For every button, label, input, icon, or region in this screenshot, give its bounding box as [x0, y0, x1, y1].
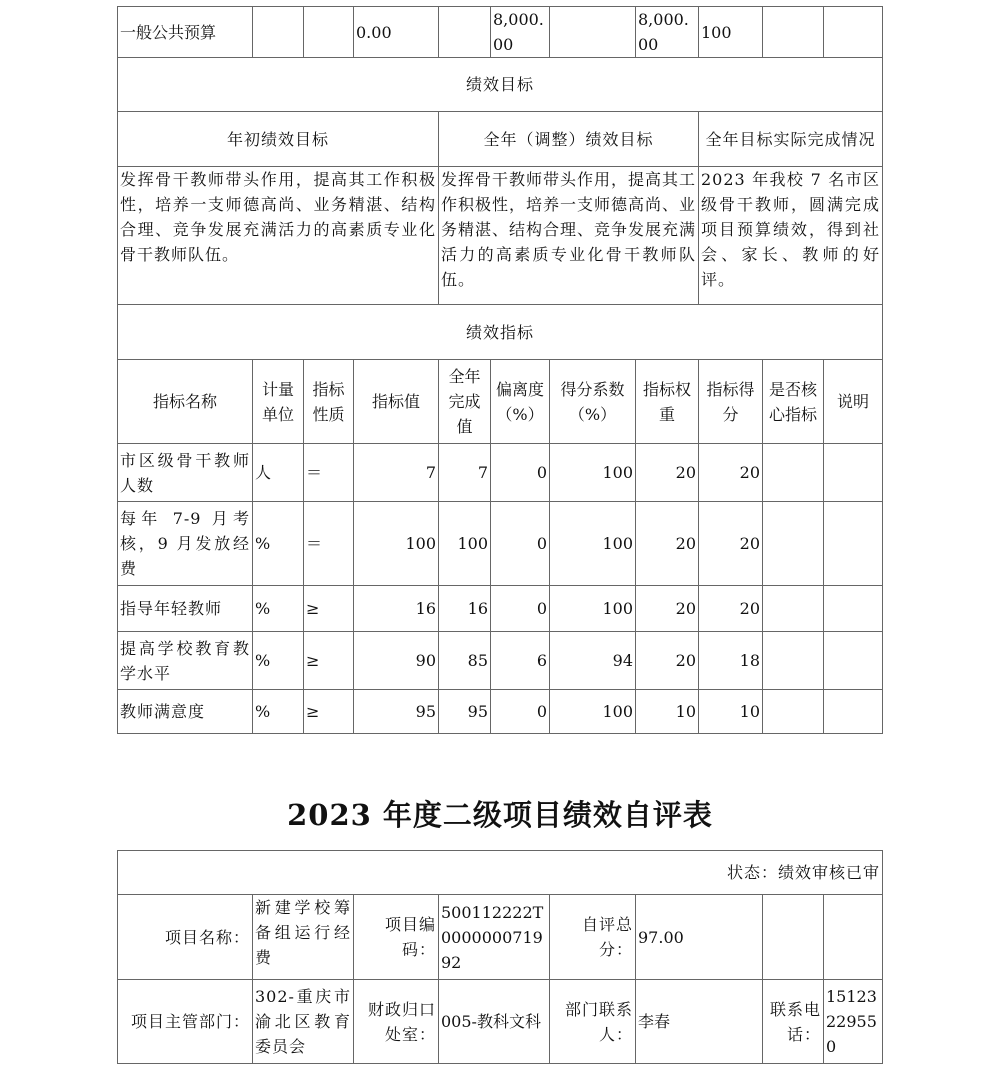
indicator-deviation: 6: [491, 632, 550, 690]
department-value: 302-重庆市渝北区教育委员会: [253, 980, 354, 1064]
budget-cell: 8,000.00: [636, 7, 699, 58]
indicator-coefficient: 100: [550, 444, 636, 502]
initial-goal-header: 年初绩效目标: [118, 112, 439, 167]
indicator-note: [824, 502, 883, 586]
indicator-name: 每年 7-9 月考核，9 月发放经费: [118, 502, 253, 586]
indicator-core: [763, 444, 824, 502]
indicator-weight: 10: [636, 690, 699, 734]
column-header: 指标性质: [304, 360, 354, 444]
goals-section-title: 绩效目标: [118, 58, 883, 112]
indicator-actual: 7: [439, 444, 491, 502]
status-label: 状态：绩效审核已审: [118, 851, 883, 895]
self-score-label: 自评总分：: [550, 895, 636, 980]
actual-completion-header: 全年目标实际完成情况: [699, 112, 883, 167]
indicator-unit: 人: [253, 444, 304, 502]
column-header: 计量单位: [253, 360, 304, 444]
indicator-value: 7: [354, 444, 439, 502]
indicator-deviation: 0: [491, 586, 550, 632]
indicator-weight: 20: [636, 632, 699, 690]
indicator-note: [824, 586, 883, 632]
budget-cell: [253, 7, 304, 58]
indicator-coefficient: 100: [550, 690, 636, 734]
budget-row: [118, 7, 883, 58]
project-name-value: 新建学校筹备组运行经费: [253, 895, 354, 980]
indicator-coefficient: 94: [550, 632, 636, 690]
column-header: 指标值: [354, 360, 439, 444]
indicator-actual: 85: [439, 632, 491, 690]
indicator-score: 20: [699, 502, 763, 586]
indicator-note: [824, 444, 883, 502]
indicator-actual: 95: [439, 690, 491, 734]
indicator-nature: ≥: [304, 632, 354, 690]
indicator-nature: ＝: [304, 502, 354, 586]
project-info-table: [117, 850, 883, 1064]
finance-office-value: 005-教科文科: [439, 980, 550, 1064]
actual-completion-text: 2023 年我校 7 名市区级骨干教师，圆满完成项目预算绩效，得到社会、家长、教师的好评。: [699, 167, 883, 305]
indicator-name: 指导年轻教师: [118, 586, 253, 632]
budget-cell: 0.00: [354, 7, 439, 58]
budget-cell: [763, 7, 824, 58]
indicator-deviation: 0: [491, 502, 550, 586]
indicator-coefficient: 100: [550, 502, 636, 586]
indicator-actual: 100: [439, 502, 491, 586]
indicator-name: 提高学校教育教学水平: [118, 632, 253, 690]
indicator-value: 90: [354, 632, 439, 690]
indicator-unit: %: [253, 502, 304, 586]
initial-goal-text: 发挥骨干教师带头作用，提高其工作积极性，培养一支师德高尚、业务精湛、结构合理、竞争发展充满活力的高素质专业化骨干教师队伍。: [118, 167, 439, 305]
budget-cell: 8,000.00: [491, 7, 550, 58]
indicators-section-title: 绩效指标: [118, 305, 883, 360]
contact-value: 李春: [636, 980, 763, 1064]
adjusted-goal-text: 发挥骨干教师带头作用，提高其工作积极性，培养一支师德高尚、业务精湛、结构合理、竞争发展充满活力的高素质专业化骨干教师队伍。: [439, 167, 699, 305]
budget-cell: [550, 7, 636, 58]
empty-cell: [824, 895, 883, 980]
empty-cell: [763, 895, 824, 980]
column-header: 指标权重: [636, 360, 699, 444]
indicator-note: [824, 690, 883, 734]
column-header: 说明: [824, 360, 883, 444]
indicator-weight: 20: [636, 444, 699, 502]
indicator-core: [763, 586, 824, 632]
phone-label: 联系电话：: [763, 980, 824, 1064]
indicator-value: 95: [354, 690, 439, 734]
indicator-name: 教师满意度: [118, 690, 253, 734]
budget-cell: [304, 7, 354, 58]
table-row: [118, 632, 883, 690]
indicator-value: 100: [354, 502, 439, 586]
indicator-score: 20: [699, 444, 763, 502]
indicator-nature: ＝: [304, 444, 354, 502]
project-name-label: 项目名称：: [118, 895, 253, 980]
column-header: 是否核心指标: [763, 360, 824, 444]
budget-source: 一般公共预算: [118, 7, 253, 58]
budget-cell: 100: [699, 7, 763, 58]
table-row: [118, 586, 883, 632]
indicator-unit: %: [253, 690, 304, 734]
indicator-note: [824, 632, 883, 690]
indicator-core: [763, 690, 824, 734]
column-header: 得分系数（%）: [550, 360, 636, 444]
indicator-score: 18: [699, 632, 763, 690]
table-row: [118, 502, 883, 586]
indicator-name: 市区级骨干教师人数: [118, 444, 253, 502]
column-header: 全年完成值: [439, 360, 491, 444]
indicator-deviation: 0: [491, 444, 550, 502]
column-header: 指标名称: [118, 360, 253, 444]
contact-label: 部门联系人：: [550, 980, 636, 1064]
table-row: [118, 444, 883, 502]
indicator-unit: %: [253, 632, 304, 690]
column-header: 偏离度（%）: [491, 360, 550, 444]
budget-cell: [824, 7, 883, 58]
project-code-value: 500112222T000000071992: [439, 895, 550, 980]
indicator-weight: 20: [636, 502, 699, 586]
self-score-value: 97.00: [636, 895, 763, 980]
indicators-header-row: [118, 360, 883, 444]
indicator-weight: 20: [636, 586, 699, 632]
indicator-nature: ≥: [304, 690, 354, 734]
performance-table: [117, 6, 883, 734]
indicator-deviation: 0: [491, 690, 550, 734]
indicator-value: 16: [354, 586, 439, 632]
column-header: 指标得分: [699, 360, 763, 444]
indicator-actual: 16: [439, 586, 491, 632]
indicator-nature: ≥: [304, 586, 354, 632]
phone-value: 15123229550: [824, 980, 883, 1064]
adjusted-goal-header: 全年（调整）绩效目标: [439, 112, 699, 167]
indicator-unit: %: [253, 586, 304, 632]
indicator-score: 10: [699, 690, 763, 734]
budget-cell: [439, 7, 491, 58]
project-code-label: 项目编码：: [354, 895, 439, 980]
indicator-score: 20: [699, 586, 763, 632]
table-row: [118, 690, 883, 734]
form-title: 2023 年度二级项目绩效自评表: [287, 798, 713, 832]
department-label: 项目主管部门：: [118, 980, 253, 1064]
finance-office-label: 财政归口处室：: [354, 980, 439, 1064]
indicator-core: [763, 632, 824, 690]
indicator-core: [763, 502, 824, 586]
indicator-coefficient: 100: [550, 586, 636, 632]
